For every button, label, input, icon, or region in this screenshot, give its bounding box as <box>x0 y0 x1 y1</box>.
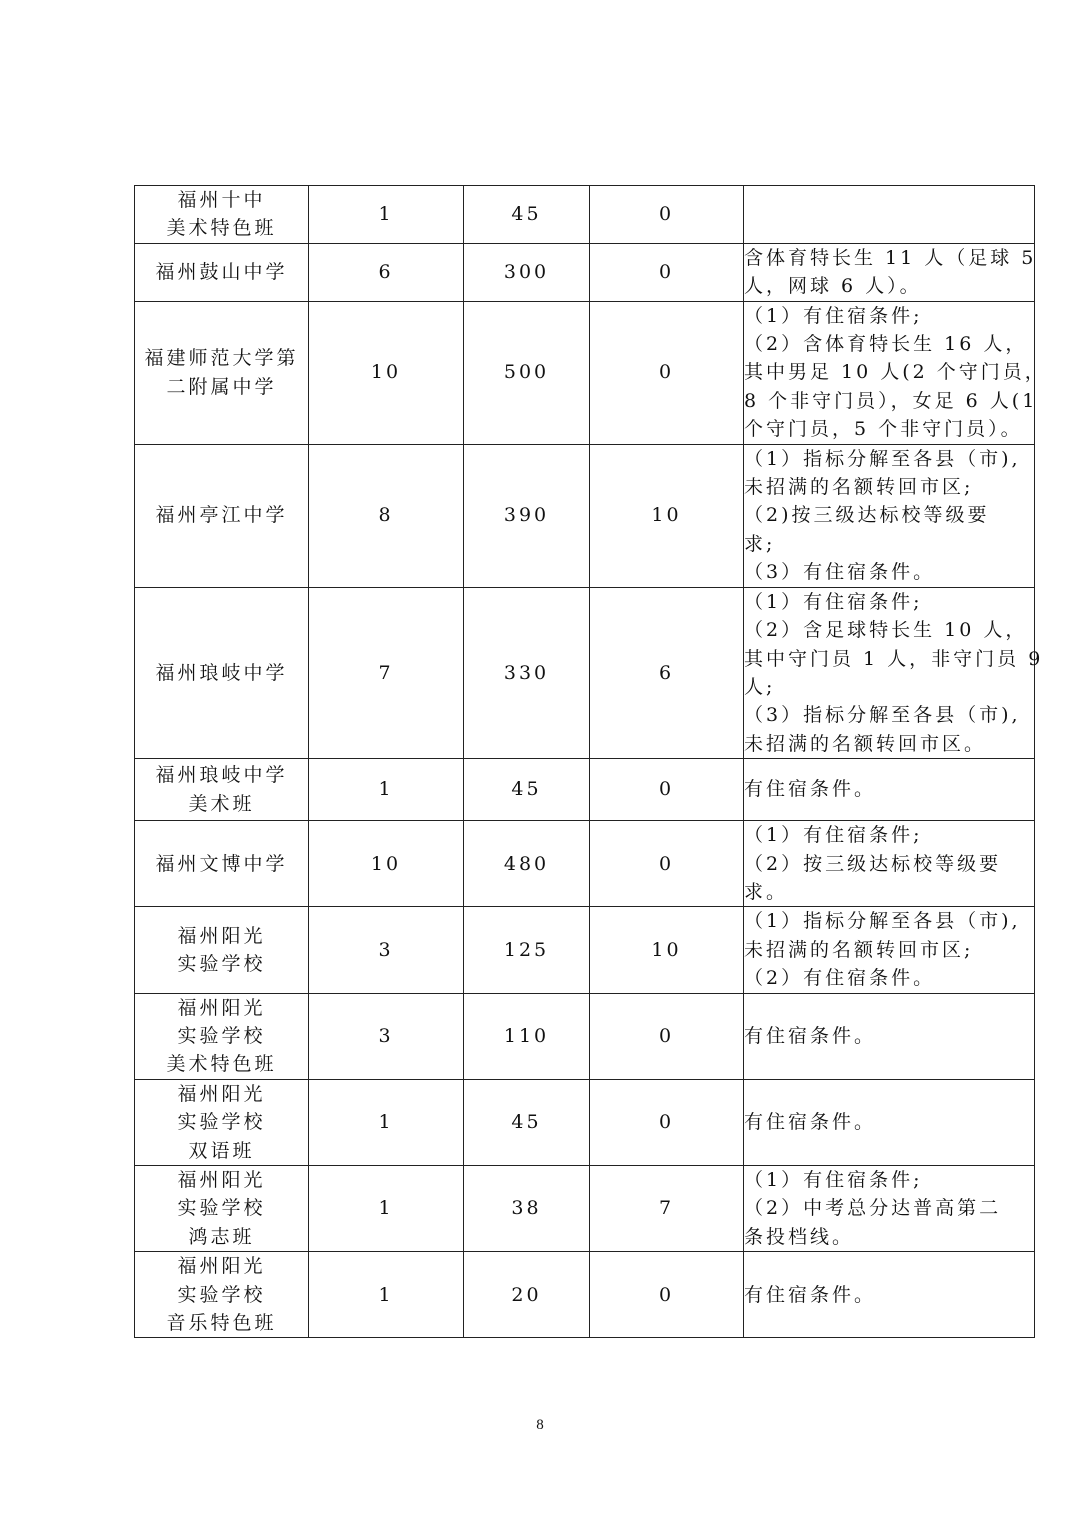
remark-line: 未招满的名额转回市区。 <box>744 732 987 755</box>
remark-cell <box>744 1166 1035 1252</box>
school-name-line: 福州阳光 <box>177 924 266 947</box>
remark-line: （1）指标分解至各县（市), <box>744 447 1021 470</box>
table-row <box>135 587 1035 758</box>
remark-cell <box>744 243 1035 301</box>
page-number: 8 <box>536 1417 544 1433</box>
school-name-cell <box>135 759 309 821</box>
school-name-cell <box>135 993 309 1079</box>
plan-cell: 390 <box>464 444 590 587</box>
school-name-line: 福州琅岐中学 <box>155 764 288 787</box>
extra-cell: 7 <box>590 1166 744 1252</box>
classes-cell: 6 <box>309 243 464 301</box>
enrollment-table <box>134 185 1047 1338</box>
school-name-cell <box>135 301 309 444</box>
table-row <box>135 759 1035 821</box>
remark-line: （1）有住宿条件; <box>744 590 923 613</box>
table-row <box>135 243 1035 301</box>
extra-cell: 10 <box>590 907 744 993</box>
remark-line: 有住宿条件。 <box>744 1024 877 1047</box>
classes-cell: 1 <box>309 186 464 244</box>
remark-line: 求。 <box>744 880 789 903</box>
extra-cell: 0 <box>590 993 744 1079</box>
table-row <box>135 907 1035 993</box>
remark-line: 个守门员，5 个非守门员）。 <box>744 418 1023 441</box>
extra-cell: 0 <box>590 301 744 444</box>
table-row <box>135 444 1035 587</box>
remark-cell <box>744 993 1035 1079</box>
school-name-cell <box>135 587 309 758</box>
extra-cell: 0 <box>590 1252 744 1338</box>
classes-cell: 3 <box>309 907 464 993</box>
remark-line: 有住宿条件。 <box>744 1111 877 1134</box>
remark-line: （2）中考总分达普高第二 <box>744 1197 1002 1220</box>
extra-cell: 0 <box>590 186 744 244</box>
classes-cell: 10 <box>309 301 464 444</box>
remark-line: （1）有住宿条件; <box>744 1169 923 1191</box>
school-name-line: 实验学校 <box>177 1283 266 1306</box>
extra-cell: 0 <box>590 759 744 821</box>
extra-cell: 0 <box>590 821 744 907</box>
classes-cell: 7 <box>309 587 464 758</box>
school-name-line: 福州阳光 <box>177 1082 266 1105</box>
remark-line: （2）有住宿条件。 <box>744 967 936 990</box>
remark-cell <box>744 821 1035 907</box>
remark-cell <box>744 587 1044 758</box>
school-name-cell <box>135 907 309 993</box>
school-name-line: 福州阳光 <box>177 996 266 1019</box>
plan-cell: 110 <box>464 993 590 1079</box>
remark-line: （2）含体育特长生 16 人， <box>744 333 1028 356</box>
table-row <box>135 1252 1035 1338</box>
remark-line: （2)按三级达标校等级要 <box>744 504 990 527</box>
school-name-line: 福州阳光 <box>177 1255 266 1278</box>
table-row <box>135 301 1035 444</box>
school-name-line: 福建师范大学第 <box>144 347 299 370</box>
school-name-line: 美术特色班 <box>166 217 277 240</box>
classes-cell: 1 <box>309 1252 464 1338</box>
classes-cell: 1 <box>309 1079 464 1165</box>
remark-line: 含体育特长生 11 人（足球 5 <box>744 246 1037 269</box>
extra-cell: 6 <box>590 587 744 758</box>
classes-cell: 3 <box>309 993 464 1079</box>
school-name-line: 二附属中学 <box>166 375 277 398</box>
plan-cell: 500 <box>464 301 590 444</box>
remark-line: （2）含足球特长生 10 人， <box>744 619 1028 642</box>
table-row <box>135 186 1035 244</box>
classes-cell: 10 <box>309 821 464 907</box>
remark-line: 人; <box>744 675 776 698</box>
school-name-line: 实验学校 <box>177 1024 266 1047</box>
school-name-line: 福州阳光 <box>177 1169 266 1191</box>
remark-line: 有住宿条件。 <box>744 778 877 801</box>
classes-cell: 1 <box>309 759 464 821</box>
plan-cell: 20 <box>464 1252 590 1338</box>
extra-cell: 0 <box>590 1079 744 1165</box>
extra-cell: 0 <box>590 243 744 301</box>
remark-line: 未招满的名额转回市区; <box>744 476 974 499</box>
school-name-line: 美术班 <box>188 792 255 815</box>
school-name-line: 实验学校 <box>177 952 266 975</box>
plan-cell: 330 <box>464 587 590 758</box>
school-name-line: 福州十中 <box>177 189 266 211</box>
table-body <box>135 186 1047 1338</box>
remark-line: 其中男足 10 人(2 个守门员， <box>744 361 1047 384</box>
remark-cell <box>744 907 1035 993</box>
school-name-line: 福州琅岐中学 <box>155 661 288 684</box>
plan-cell: 480 <box>464 821 590 907</box>
remark-line: （1）有住宿条件; <box>744 824 923 847</box>
table-row <box>135 1079 1035 1165</box>
school-name-line: 福州文博中学 <box>155 852 288 875</box>
plan-cell: 45 <box>464 759 590 821</box>
remark-cell <box>744 1252 1035 1338</box>
remark-line: 其中守门员 1 人，非守门员 9 <box>744 647 1044 670</box>
plan-cell: 125 <box>464 907 590 993</box>
school-name-cell <box>135 1079 309 1165</box>
remark-line: （1）有住宿条件; <box>744 304 923 327</box>
school-name-line: 福州鼓山中学 <box>155 261 288 284</box>
remark-line: （3）指标分解至各县（市), <box>744 704 1021 727</box>
table-row <box>135 821 1035 907</box>
school-name-line: 音乐特色班 <box>166 1312 277 1335</box>
school-name-line: 美术特色班 <box>166 1053 277 1076</box>
school-name-cell <box>135 821 309 907</box>
remark-cell <box>744 186 1035 244</box>
school-name-line: 实验学校 <box>177 1111 266 1134</box>
remark-cell <box>744 759 1035 821</box>
plan-cell: 45 <box>464 1079 590 1165</box>
school-name-cell <box>135 1166 309 1252</box>
remark-line: 有住宿条件。 <box>744 1283 877 1306</box>
remark-line: （3）有住宿条件。 <box>744 561 936 584</box>
remark-line: 人，网球 6 人）。 <box>744 275 922 298</box>
school-name-cell <box>135 444 309 587</box>
plan-cell: 300 <box>464 243 590 301</box>
extra-cell: 10 <box>590 444 744 587</box>
school-name-line: 实验学校 <box>177 1197 266 1220</box>
remark-line: （2）按三级达标校等级要 <box>744 852 1002 875</box>
remark-cell <box>744 301 1047 444</box>
school-name-cell <box>135 186 309 244</box>
school-name-cell <box>135 1252 309 1338</box>
remark-line: 求; <box>744 532 776 555</box>
table-row <box>135 1166 1035 1252</box>
classes-cell: 1 <box>309 1166 464 1252</box>
remark-line: 条投档线。 <box>744 1225 855 1248</box>
plan-cell: 45 <box>464 186 590 244</box>
school-name-cell <box>135 243 309 301</box>
school-name-line: 鸿志班 <box>188 1225 255 1248</box>
classes-cell: 8 <box>309 444 464 587</box>
remark-line: 未招满的名额转回市区; <box>744 938 974 961</box>
plan-cell: 38 <box>464 1166 590 1252</box>
remark-cell <box>744 1079 1035 1165</box>
school-name-line: 双语班 <box>188 1139 255 1162</box>
remark-cell <box>744 444 1035 587</box>
remark-line: （1）指标分解至各县（市), <box>744 910 1021 933</box>
remark-line: 8 个非守门员），女足 6 人(1 <box>744 389 1038 412</box>
table-row <box>135 993 1035 1079</box>
school-name-line: 福州亭江中学 <box>155 504 288 527</box>
